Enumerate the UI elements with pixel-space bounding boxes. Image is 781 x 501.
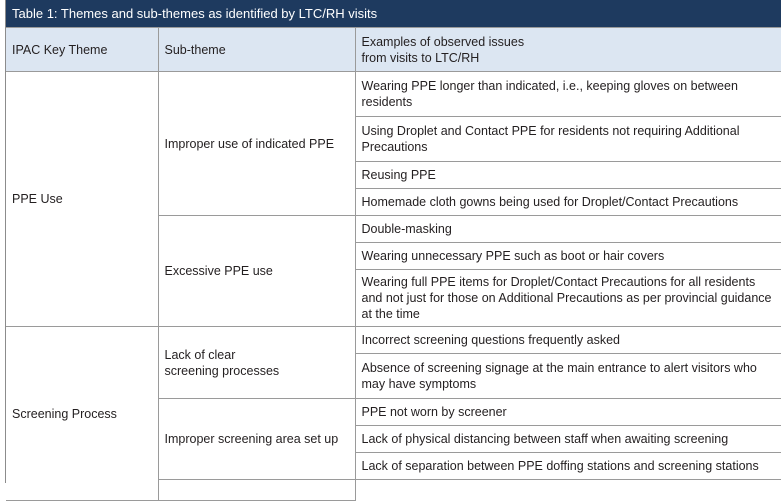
sub-theme-cell: Excessive PPE use <box>158 216 355 327</box>
example-cell: Homemade cloth gowns being used for Droplet/Contact Precautions <box>355 189 781 216</box>
example-cell: Wearing full PPE items for Droplet/Contact Precautions for all residents and not just for those on Additional Precautions as per provincial guidance at the time <box>355 270 781 327</box>
example-cell: Wearing unnecessary PPE such as boot or hair covers <box>355 243 781 270</box>
sub-theme-cell: Improper use of indicated PPE <box>158 72 355 216</box>
example-cell: Lack of separation between PPE doffing stations and screening stations <box>355 453 781 480</box>
example-cell: Absence of screening signage at the main entrance to alert visitors who may have symptoms <box>355 354 781 399</box>
example-cell: Lack of physical distancing between staff when awaiting screening <box>355 426 781 453</box>
example-cell: Wearing PPE longer than indicated, i.e., keeping gloves on between residents <box>355 72 781 117</box>
theme-cell: PPE Use <box>6 72 158 327</box>
table-caption: Table 1: Themes and sub-themes as identified by LTC/RH visits <box>6 0 781 27</box>
example-cell: Double-masking <box>355 216 781 243</box>
header-key-theme: IPAC Key Theme <box>6 28 158 72</box>
example-cell: PPE not worn by screener <box>355 399 781 426</box>
table-row <box>6 327 781 354</box>
header-sub-theme: Sub-theme <box>158 28 355 72</box>
table-row <box>6 72 781 117</box>
example-cell: Incorrect screening questions frequently asked <box>355 327 781 354</box>
themes-table <box>6 27 781 501</box>
header-examples: Examples of observed issues from visits to LTC/RH <box>355 28 781 72</box>
sub-theme-cell: Improper screening area set up <box>158 399 355 480</box>
header-row <box>6 28 781 72</box>
example-cell: Reusing PPE <box>355 162 781 189</box>
example-cell: Using Droplet and Contact PPE for residents not requiring Additional Precautions <box>355 117 781 162</box>
themes-table-container <box>5 0 781 483</box>
theme-cell: Screening Process <box>6 327 158 501</box>
sub-theme-cell: Lack of clear screening processes <box>158 327 355 399</box>
